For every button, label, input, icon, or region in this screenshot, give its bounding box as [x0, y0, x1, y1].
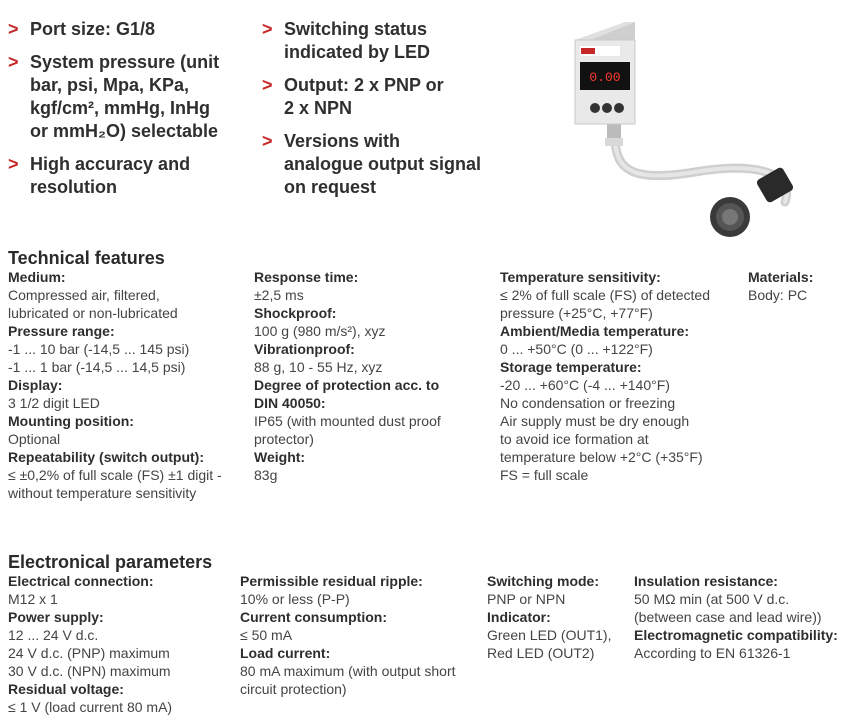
spec-label: Degree of protection acc. to DIN 40050: [254, 377, 440, 411]
spec-value: 50 MΩ min (at 500 V d.c. (between case and lead wire)) [634, 591, 822, 625]
tech-col-1 [8, 268, 248, 502]
spec-label: Temperature sensitivity: [500, 269, 661, 285]
tech-col-3 [500, 268, 745, 484]
elec-params-title: Electronical parameters [8, 552, 213, 572]
bullet-arrow-icon: > [8, 154, 19, 174]
spec-value: ≤ 50 mA [240, 627, 293, 643]
bullet-text: Switching status indicated by LED [284, 19, 431, 62]
spec-label: Permissible residual ripple: [240, 573, 423, 589]
spec-label: Indicator: [487, 609, 551, 625]
spec-label: Repeatability (switch output): [8, 449, 204, 465]
spec-label: Materials: [748, 269, 814, 285]
spec-label: Weight: [254, 449, 306, 465]
bullet-arrow-icon: > [8, 52, 19, 72]
spec-value: PNP or NPN [487, 591, 566, 607]
feature-list-right [262, 18, 522, 209]
spec-label: Pressure range: [8, 323, 115, 339]
spec-value: -20 ... +60°C (-4 ... +140°F) No condensation or freezing Air supply must be dry enough to avoid ice formation at temperature below +2°C (+35°F) FS = full scale [500, 377, 703, 483]
switch-body [575, 22, 635, 124]
elec-col-1 [8, 572, 233, 716]
tech-col-4 [748, 268, 848, 304]
feature-bullet [8, 18, 248, 41]
feature-list-left [8, 18, 248, 209]
bullet-arrow-icon: > [262, 19, 273, 39]
spec-value: ≤ ±0,2% of full scale (FS) ±1 digit - without temperature sensitivity [8, 467, 222, 501]
spec-value: 0 ... +50°C (0 ... +122°F) [500, 341, 653, 357]
spec-value: ≤ 1 V (load current 80 mA) [8, 699, 173, 715]
spec-value: 10% or less (P-P) [240, 591, 350, 607]
spec-label: Shockproof: [254, 305, 337, 321]
spec-label: Vibrationproof: [254, 341, 355, 357]
spec-label: Medium: [8, 269, 66, 285]
spec-value: Optional [8, 431, 61, 447]
spec-value: 12 ... 24 V d.c. 24 V d.c. (PNP) maximum 30 V d.c. (NPN) maximum [8, 627, 171, 679]
spec-value: IP65 (with mounted dust proof protector) [254, 413, 441, 447]
elec-col-3 [487, 572, 627, 662]
spec-value: 83g [254, 467, 278, 483]
spec-label: Display: [8, 377, 63, 393]
spec-value: 100 g (980 m/s²), xyz [254, 323, 386, 339]
spec-label: Residual voltage: [8, 681, 124, 697]
feature-bullet [262, 130, 522, 199]
bullet-text: Port size: G1/8 [30, 19, 156, 39]
bullet-arrow-icon: > [262, 75, 273, 95]
spec-label: Electromagnetic compatibility: [634, 627, 838, 643]
spec-value: 88 g, 10 - 55 Hz, xyz [254, 359, 383, 375]
elec-col-4 [634, 572, 848, 662]
spec-value: 3 1/2 digit LED [8, 395, 100, 411]
spec-label: Current consumption: [240, 609, 387, 625]
spec-value: M12 x 1 [8, 591, 58, 607]
tech-col-2 [254, 268, 494, 484]
spec-label: Insulation resistance: [634, 573, 778, 589]
feature-bullet [262, 74, 522, 120]
spec-value: According to EN 61326-1 [634, 645, 791, 661]
feature-bullet [8, 51, 248, 143]
spec-label: Load current: [240, 645, 331, 661]
bullet-text: Versions with analogue output signal on request [284, 131, 481, 197]
spec-value: ≤ 2% of full scale (FS) of detected pressure (+25°C, +77°F) [500, 287, 710, 321]
elec-col-2 [240, 572, 480, 698]
spec-value: 80 mA maximum (with output short circuit protection) [240, 663, 456, 697]
bullet-text: System pressure (unit bar, psi, Mpa, KPa, kgf/cm², mmHg, InHg or mmH₂O) selectable [30, 52, 220, 141]
spec-label: Response time: [254, 269, 359, 285]
spec-label: Power supply: [8, 609, 104, 625]
spec-label: Mounting position: [8, 413, 134, 429]
bullet-text: High accuracy and resolution [30, 154, 191, 197]
feature-bullet [8, 153, 248, 199]
svg-text:0.00: 0.00 [589, 70, 621, 85]
spec-label: Ambient/Media temperature: [500, 323, 690, 339]
tech-features-title: Technical features [8, 248, 165, 268]
bullet-text: Output: 2 x PNP or 2 x NPN [284, 75, 444, 118]
bullet-arrow-icon: > [262, 131, 273, 151]
spec-value: Green LED (OUT1), Red LED (OUT2) [487, 627, 612, 661]
feature-bullet [262, 18, 522, 64]
spec-value: Compressed air, filtered, lubricated or non-lubricated [8, 287, 178, 321]
spec-label: Storage temperature: [500, 359, 642, 375]
spec-label: Electrical connection: [8, 573, 154, 589]
spec-value: -1 ... 10 bar (-14,5 ... 145 psi) -1 ... 1 bar (-14,5 ... 14,5 psi) [8, 341, 190, 375]
pressure-switch-image [555, 22, 845, 242]
spec-value: Body: PC [748, 287, 808, 303]
spec-label: Switching mode: [487, 573, 599, 589]
spec-value: ±2,5 ms [254, 287, 304, 303]
bullet-arrow-icon: > [8, 19, 19, 39]
